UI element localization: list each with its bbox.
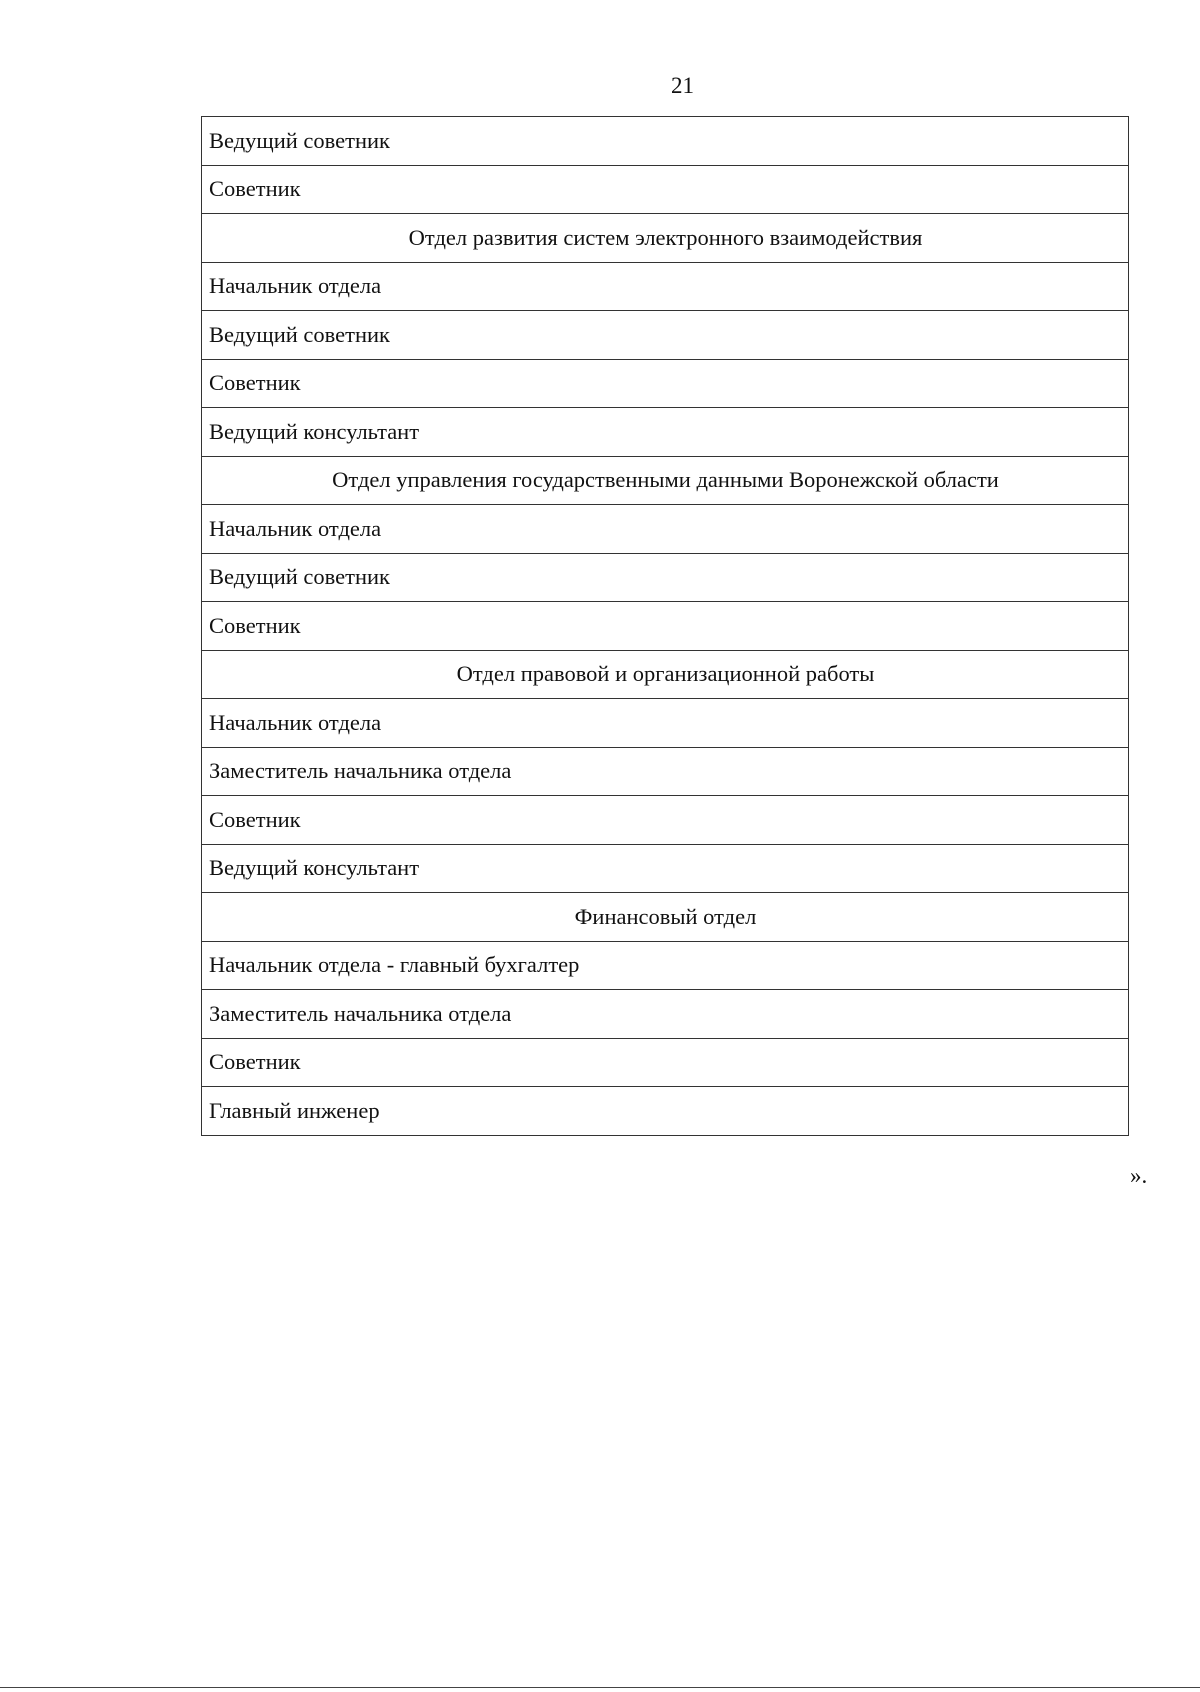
- position-cell: Ведущий консультант: [202, 844, 1129, 893]
- section-header-row: [202, 650, 1129, 699]
- position-cell: Советник: [202, 1038, 1129, 1087]
- section-header-row: [202, 214, 1129, 263]
- table-row: [202, 359, 1129, 408]
- table-row: [202, 165, 1129, 214]
- table-row: [202, 1038, 1129, 1087]
- section-header-cell: Отдел правовой и организационной работы: [202, 650, 1129, 699]
- page-number: 21: [671, 73, 694, 98]
- table-row: [202, 311, 1129, 360]
- table-row: [202, 796, 1129, 845]
- position-cell: Заместитель начальника отдела: [202, 747, 1129, 796]
- position-cell: Заместитель начальника отдела: [202, 990, 1129, 1039]
- position-cell: Ведущий консультант: [202, 408, 1129, 457]
- section-header-cell: Отдел развития систем электронного взаимодействия: [202, 214, 1129, 263]
- position-cell: Советник: [202, 359, 1129, 408]
- position-cell: Советник: [202, 165, 1129, 214]
- positions-table: [201, 116, 1129, 1136]
- position-cell: Главный инженер: [202, 1087, 1129, 1136]
- table-row: [202, 408, 1129, 457]
- table-row: [202, 505, 1129, 554]
- table-row: [202, 747, 1129, 796]
- section-header-cell: Финансовый отдел: [202, 893, 1129, 942]
- table-row: [202, 1087, 1129, 1136]
- section-header-row: [202, 893, 1129, 942]
- table-row: [202, 262, 1129, 311]
- table-row: [202, 699, 1129, 748]
- section-header-cell: Отдел управления государственными данными Воронежской области: [202, 456, 1129, 505]
- position-cell: Советник: [202, 796, 1129, 845]
- position-cell: Советник: [202, 602, 1129, 651]
- position-cell: Начальник отдела: [202, 262, 1129, 311]
- table-row: [202, 553, 1129, 602]
- table-row: [202, 941, 1129, 990]
- section-header-row: [202, 456, 1129, 505]
- position-cell: Ведущий советник: [202, 117, 1129, 166]
- position-cell: Начальник отдела: [202, 505, 1129, 554]
- position-cell: Ведущий советник: [202, 311, 1129, 360]
- position-cell: Начальник отдела - главный бухгалтер: [202, 941, 1129, 990]
- table-row: [202, 844, 1129, 893]
- closing-quote-mark: ».: [1130, 1163, 1148, 1188]
- position-cell: Ведущий советник: [202, 553, 1129, 602]
- bottom-divider-line: [0, 1687, 1200, 1688]
- positions-table-body: [202, 117, 1129, 1136]
- table-row: [202, 990, 1129, 1039]
- table-row: [202, 117, 1129, 166]
- table-row: [202, 602, 1129, 651]
- position-cell: Начальник отдела: [202, 699, 1129, 748]
